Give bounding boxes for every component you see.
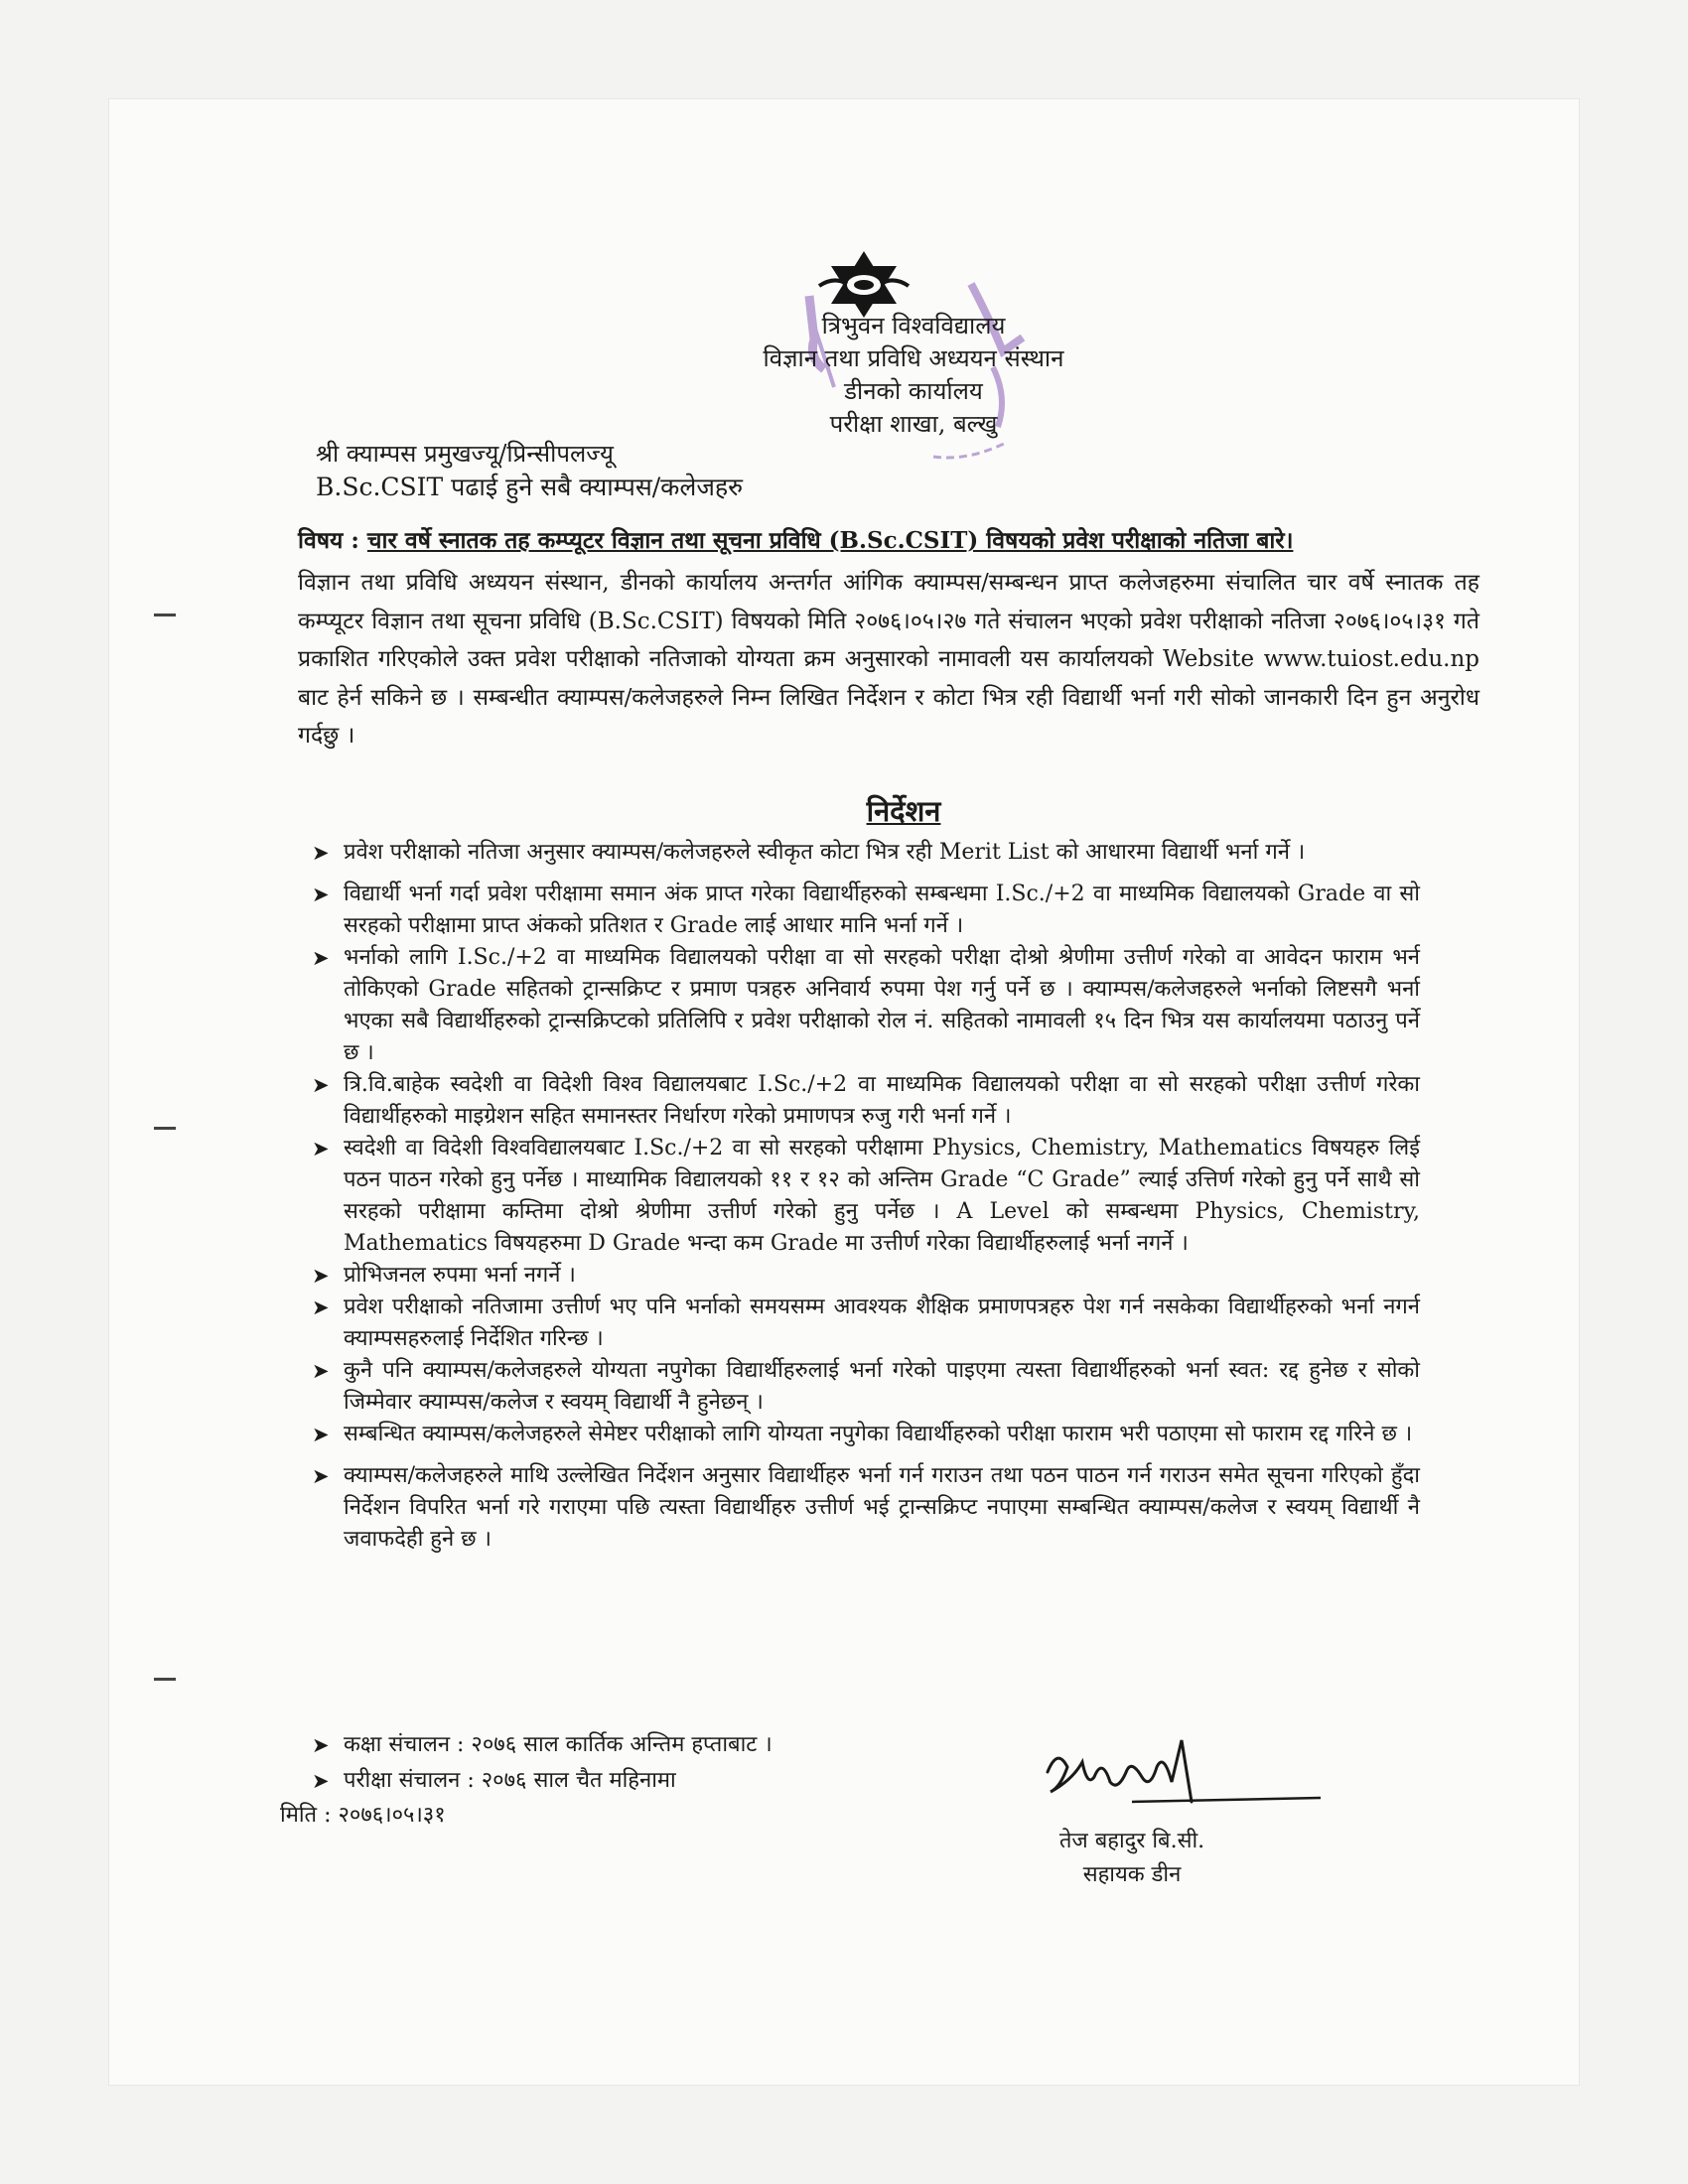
signatory-block (1033, 1825, 1231, 1892)
subject-text: चार वर्षे स्नातक तह कम्प्यूटर विज्ञान तथा सूचना प्रविधि (B.Sc.CSIT) विषयको प्रवेश परीक्षाको नतिजा बारे। (366, 527, 1294, 554)
directives-title: निर्देशन (866, 794, 941, 828)
subject-label: विषय : (298, 527, 359, 554)
exam-schedule: ➤ परीक्षा संचालन : २०७६ साल चैत महिनामा (308, 1763, 1003, 1799)
directive-item: ➤ विद्यार्थी भर्ना गर्दा प्रवेश परीक्षामा समान अंक प्राप्त गरेका विद्यार्थीहरुको सम्बन्धमा I.Sc./+2 वा माध्यमिक विद्यालयको Grade वा सो सरहको परीक्षामा प्राप्त अंकको प्रतिशत र Grade लाई आधार मानि भर्ना गर्ने । (308, 879, 1420, 942)
class-schedule: ➤ कक्षा संचालन : २०७६ साल कार्तिक अन्तिम हप्ताबाट । (308, 1727, 1003, 1763)
directive-item: ➤ प्रवेश परीक्षाको नतिजा अनुसार क्याम्पस/कलेजहरुले स्वीकृत कोटा भित्र रही Merit List को आधारमा विद्यार्थी भर्ना गर्ने । (308, 837, 1420, 869)
directive-item: ➤ क्याम्पस/कलेजहरुले माथि उल्लेखित निर्देशन अनुसार विद्यार्थीहरु भर्ना गर्न गराउन तथा पठन पाठन गर्न गराउन समेत सूचना गरिएको हुँदा निर्देशन विपरित भर्ना गरे गराएमा पछि त्यस्ता विद्यार्थीहरु उत्तीर्ण भई ट्रान्सक्रिप्ट नपाएमा सम्बन्धित क्याम्पस/कलेज र स्वयम् विद्यार्थी नै जवाफदेही हुने छ । (308, 1460, 1420, 1556)
directive-item: ➤ प्रवेश परीक्षाको नतिजामा उत्तीर्ण भए पनि भर्नाको समयसम्म आवश्यक शैक्षिक प्रमाणपत्रहरु पेश गर्न नसकेका विद्यार्थीहरुको भर्ना नगर्न क्याम्पसहरुलाई निर्देशित गरिन्छ । (308, 1292, 1420, 1355)
signature (1033, 1732, 1331, 1827)
directive-item: ➤ कुनै पनि क्याम्पस/कलेजहरुले योग्यता नपुगेका विद्यार्थीहरुलाई भर्ना गरेको पाइएमा त्यस्ता विद्यार्थीहरुको भर्ना स्वत: रद्द हुनेछ र सोको जिम्मेवार क्याम्पस/कलेज र स्वयम् विद्यार्थी नै हुनेछन् । (308, 1355, 1420, 1419)
directive-item: ➤ प्रोभिजनल रुपमा भर्ना नगर्ने । (308, 1260, 1420, 1292)
university-name: त्रिभुवन विश्वविद्यालय (821, 312, 1006, 340)
directive-item: ➤ सम्बन्धित क्याम्पस/कलेजहरुले सेमेष्टर परीक्षाको लागि योग्यता नपुगेका विद्यार्थीहरुको परीक्षा फाराम भरी पठाएमा सो फाराम रद्द गरिने छ । (308, 1419, 1420, 1450)
office-name: डीनको कार्यालय (844, 377, 983, 405)
directive-item: ➤ त्रि.वि.बाहेक स्वदेशी वा विदेशी विश्व विद्यालयबाट I.Sc./+2 वा माध्यमिक विद्यालयको परीक्षा वा सो सरहको परीक्षा उत्तीर्ण गरेका विद्यार्थीहरुको माइग्रेशन सहित समानस्तर निर्धारण गरेको प्रमाणपत्र रुजु गरी भर्ना गर्ने । (308, 1069, 1420, 1133)
issue-date: मिति : २०७६।०५।३१ (280, 1803, 446, 1828)
directives-list (308, 837, 1420, 1556)
institute-name: विज्ञान तथा प्रविधि अध्ययन संस्थान (763, 344, 1064, 372)
letterhead (695, 310, 1132, 441)
signatory-title: सहायक डीन (1082, 1862, 1182, 1887)
subject-line (298, 524, 1479, 558)
section-name: परीक्षा शाखा, बल्खु (829, 410, 998, 438)
recipient-line-2: B.Sc.CSIT पढाई हुने सबै क्याम्पस/कलेजहरु (316, 473, 744, 501)
recipient-line-1: श्री क्याम्पस प्रमुखज्यू/प्रिन्सीपलज्यू (316, 440, 614, 468)
directive-item: ➤ स्वदेशी वा विदेशी विश्वविद्यालयबाट I.Sc./+2 वा सो सरहको परीक्षामा Physics, Chemistry, Mathematics विषयहरु लिई पठन पाठन गरेको हुनु पर्नेछ । माध्यामिक विद्यालयको ११ र १२ को अन्तिम Grade “C Grade” ल्याई उत्तिर्ण गरेको हुनु पर्ने साथै सो सरहको परीक्षामा कम्तिमा दोश्रो श्रेणीमा उत्तीर्ण गरेको हुनु पर्नेछ । A Level को सम्बन्धमा Physics, Chemistry, Mathematics विषयहरुमा D Grade भन्दा कम Grade मा उत्तीर्ण गरेका विद्यार्थीहरुलाई भर्ना नगर्ने । (308, 1133, 1420, 1260)
schedule-list (308, 1727, 1003, 1799)
intro-paragraph: विज्ञान तथा प्रविधि अध्ययन संस्थान, डीनको कार्यालय अन्तर्गत आंगिक क्याम्पस/सम्बन्धन प्राप्त कलेजहरुमा संचालित चार वर्षे स्नातक तह कम्प्यूटर विज्ञान तथा सूचना प्रविधि (B.Sc.CSIT) विषयको मिति २०७६।०५।२७ गते संचालन भएको प्रवेश परीक्षाको नतिजा २०७६।०५।३१ गते प्रकाशित गरिएकोले उक्त प्रवेश परीक्षाको नतिजाको योग्यता क्रम अनुसारको नामावली यस कार्यालयको Website www.tuiost.edu.np बाट हेर्न सकिने छ । सम्बन्धीत क्याम्पस/कलेजहरुले निम्न लिखित निर्देशन र कोटा भित्र रही विद्यार्थी भर्ना गरी सोको जानकारी दिन हुन अनुरोध गर्दछु । (298, 570, 1479, 749)
directive-item: ➤ भर्नाको लागि I.Sc./+2 वा माध्यमिक विद्यालयको परीक्षा वा सो सरहको परीक्षा दोश्रो श्रेणीमा उत्तीर्ण गरेको वा आवेदन फाराम भर्न तोकिएको Grade सहितको ट्रान्सक्रिप्ट र प्रमाण पत्रहरु अनिवार्य रुपमा पेश गर्नु पर्ने छ । क्याम्पस/कलेजहरुले भर्नाको लिष्टसगै भर्ना भएका सबै विद्यार्थीहरुको ट्रान्सक्रिप्टको प्रतिलिपि र प्रवेश परीक्षाको रोल नं. सहितको नामावली १५ दिन भित्र यस कार्यालयमा पठाउनु पर्ने छ । (308, 942, 1420, 1069)
signatory-name: तेज बहादुर बि.सी. (1058, 1829, 1205, 1853)
recipient-block (316, 437, 743, 504)
